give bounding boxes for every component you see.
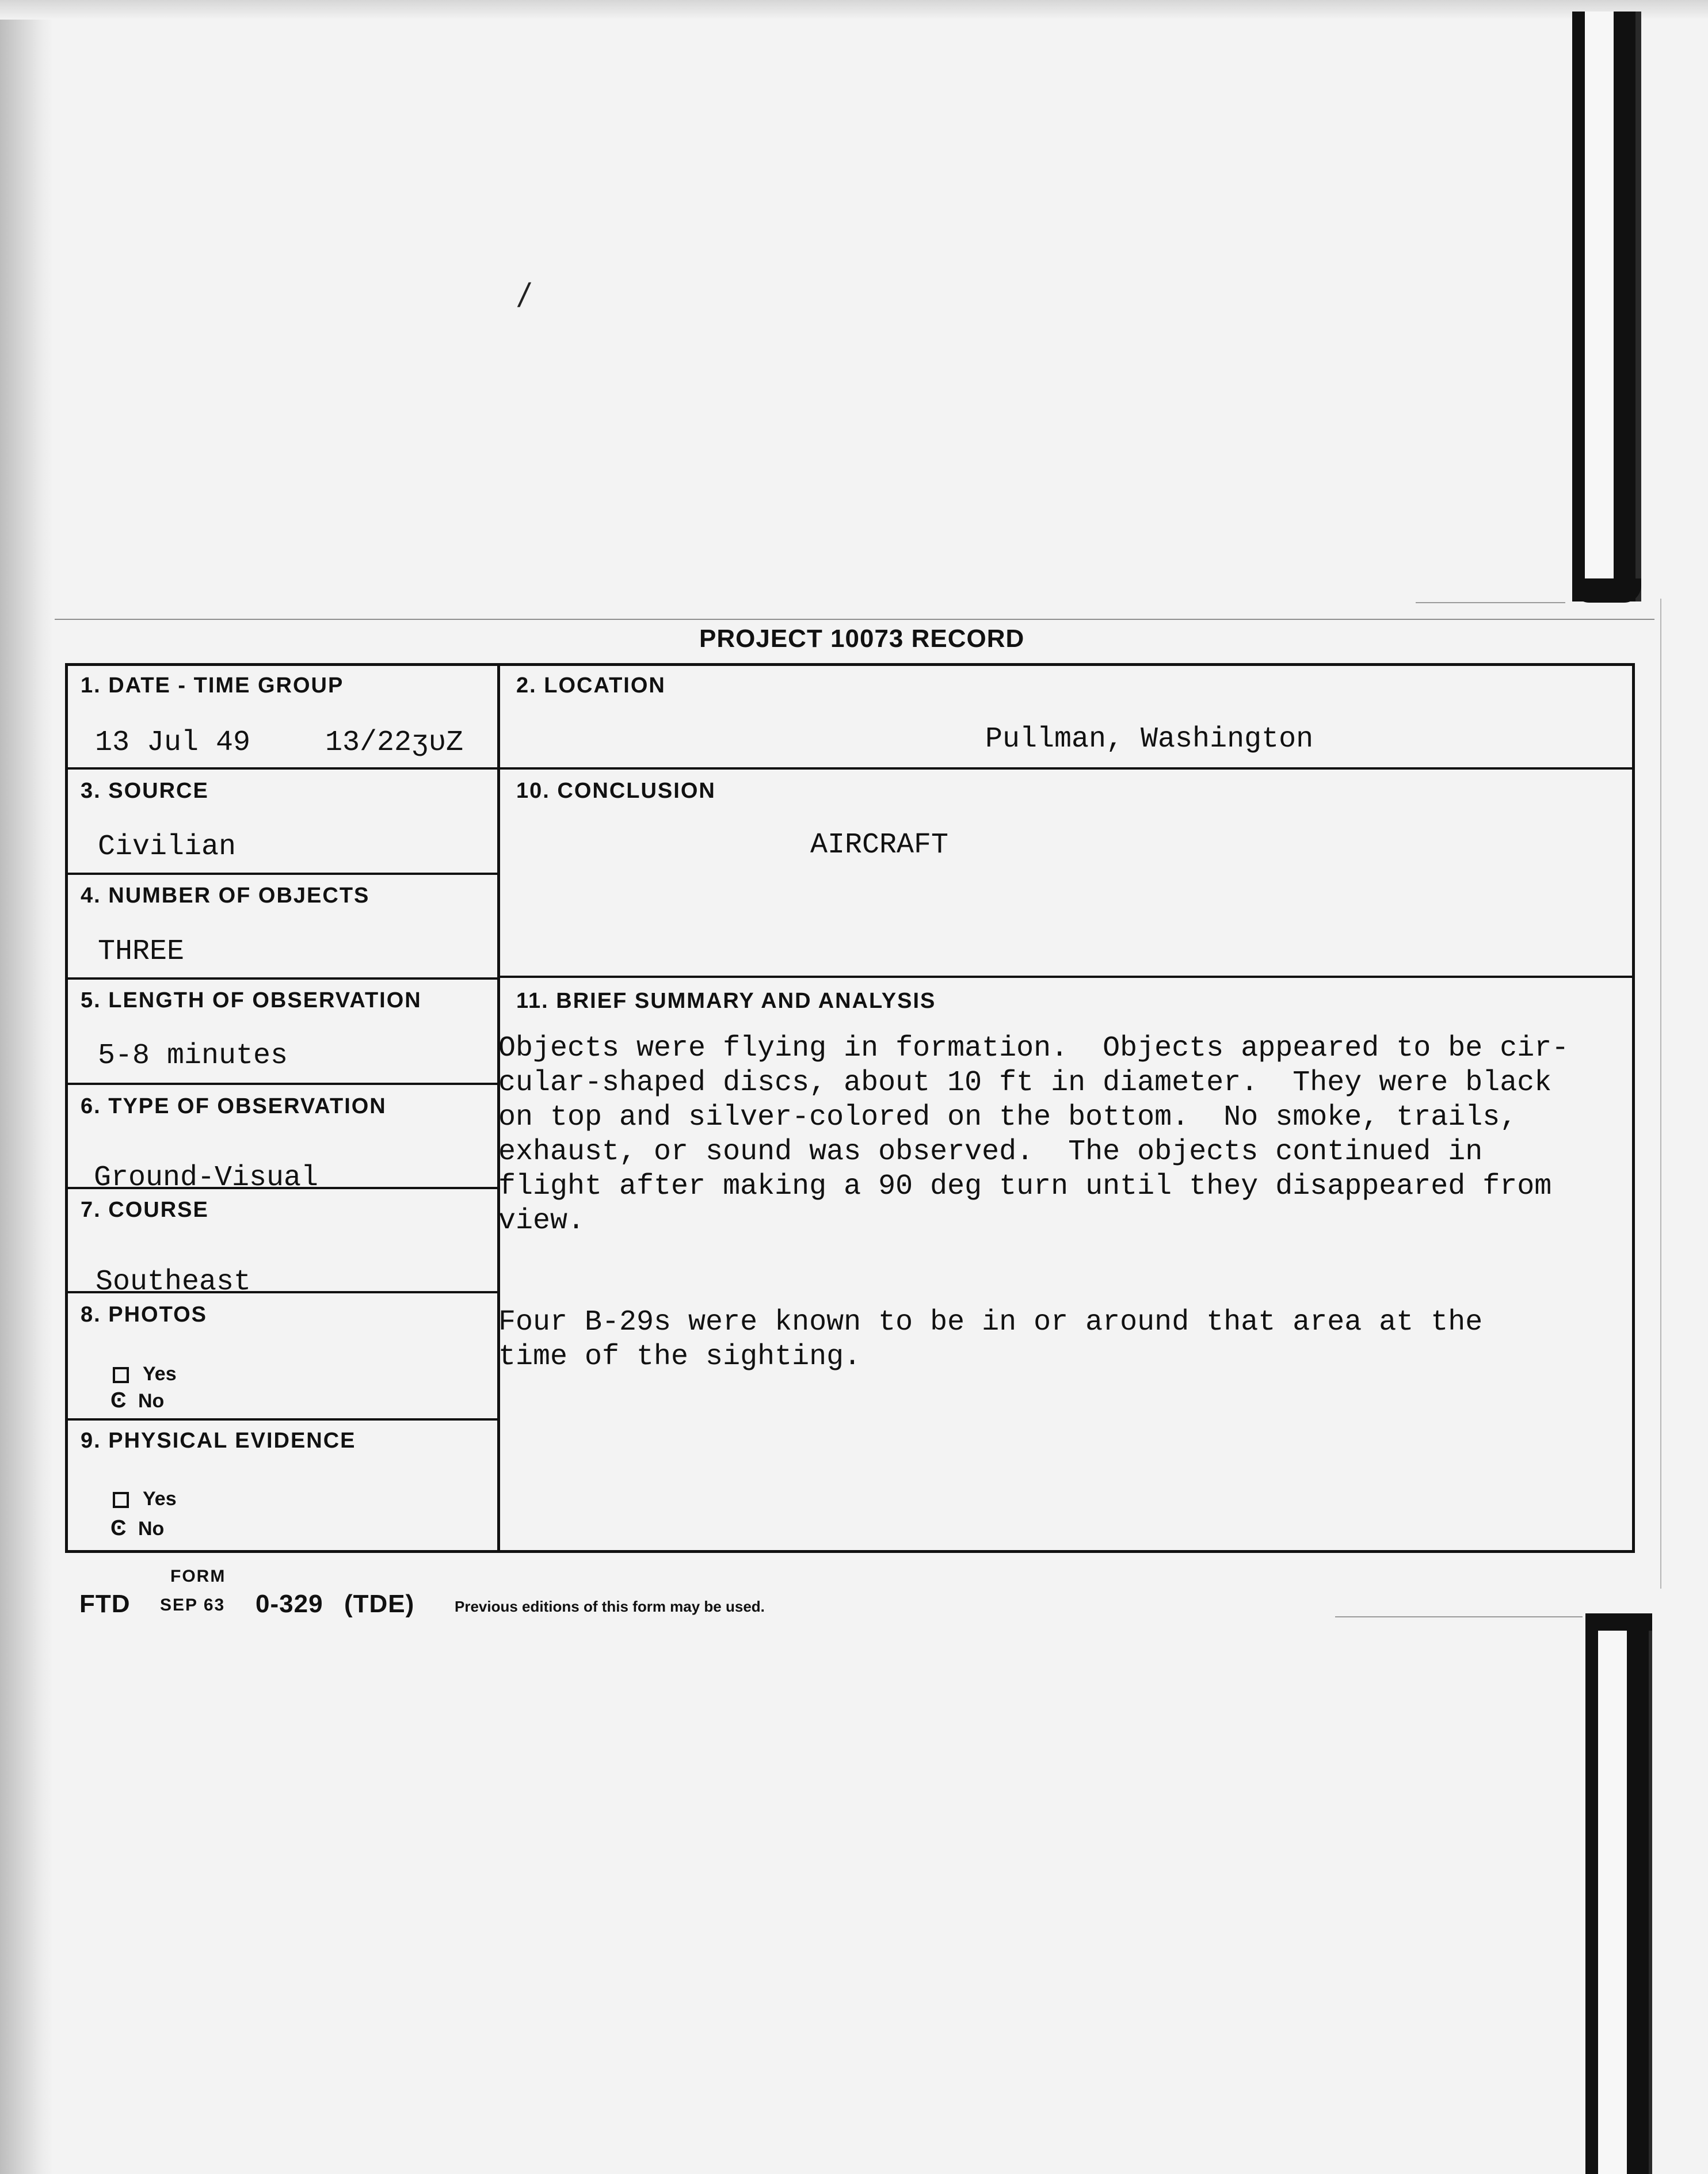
number-of-objects-value: THREE <box>98 935 185 968</box>
footer-note: Previous editions of this form may be used. <box>455 1598 765 1615</box>
divider <box>497 976 1632 978</box>
margin-mark: / <box>519 277 529 314</box>
checkbox-empty-icon <box>113 1492 129 1508</box>
checkbox-marked-icon: Ͼ <box>110 1388 127 1412</box>
source-label: 3. SOURCE <box>81 779 209 803</box>
film-strip-bottom <box>1585 1613 1652 2174</box>
divider <box>497 767 1632 770</box>
summary-paragraph-2: Four B-29s were known to be in or around that area at the time of the sighting. <box>498 1306 1483 1373</box>
length-of-observation-value: 5-8 minutes <box>98 1040 288 1072</box>
footer-form-label: FORM <box>170 1567 226 1586</box>
photos-label: 8. PHOTOS <box>81 1303 208 1327</box>
divider <box>65 767 500 770</box>
footer-date: SEP 63 <box>160 1596 226 1615</box>
conclusion-value: AIRCRAFT <box>810 829 949 862</box>
physical-evidence-yes-option: Yes <box>113 1488 177 1510</box>
number-of-objects-label: 4. NUMBER OF OBJECTS <box>81 884 370 908</box>
film-strip-top-end <box>1572 578 1641 603</box>
scan-left-edge-shadow <box>0 0 53 2174</box>
source-value: Civilian <box>98 831 237 863</box>
film-strip-top <box>1572 12 1641 601</box>
conclusion-label: 10. CONCLUSION <box>516 779 716 803</box>
divider <box>65 873 500 875</box>
footer-dept: (TDE) <box>344 1590 415 1618</box>
checkbox-marked-icon: Ͼ <box>110 1516 127 1540</box>
footer-number: 0-329 <box>256 1590 323 1618</box>
faint-scan-line <box>1335 1616 1583 1617</box>
divider <box>65 1083 500 1085</box>
faint-scan-line <box>1416 602 1565 603</box>
length-of-observation-label: 5. LENGTH OF OBSERVATION <box>81 988 422 1012</box>
date-value: 13 Jul 49 <box>95 726 251 759</box>
summary-paragraph-1: Objects were flying in formation. Objects appeared to be cir- cular-shaped discs, about 10 ft in diameter. They were black on top and silver-colored on the bottom. No smoke, trails, exhaust, or sound was observed. The objects continued in flight after making a 90 deg turn until they disappeared from view. <box>498 1032 1569 1238</box>
photos-yes-option: Yes <box>113 1363 177 1385</box>
location-value: Pullman, Washington <box>985 723 1314 756</box>
scan-edge-line <box>1660 599 1661 1589</box>
type-of-observation-value: Ground-Visual <box>94 1162 319 1194</box>
page-fold-line <box>55 619 1654 620</box>
type-of-observation-label: 6. TYPE OF OBSERVATION <box>81 1094 387 1118</box>
divider <box>65 1418 500 1421</box>
summary-label: 11. BRIEF SUMMARY AND ANALYSIS <box>516 989 936 1013</box>
location-label: 2. LOCATION <box>516 673 666 698</box>
physical-evidence-label: 9. PHYSICAL EVIDENCE <box>81 1429 356 1453</box>
form-title: PROJECT 10073 RECORD <box>699 625 1025 653</box>
film-strip-bottom-end <box>1585 1613 1652 1631</box>
scan-top-edge-shadow <box>0 0 1708 20</box>
footer-code: FTD <box>79 1590 131 1618</box>
photos-no-option: Ͼ No <box>110 1388 165 1412</box>
course-value: Southeast <box>96 1266 251 1299</box>
date-time-label: 1. DATE - TIME GROUP <box>81 673 344 698</box>
time-value: 13/22ʒᴜZ <box>325 726 464 759</box>
divider <box>65 977 500 980</box>
course-label: 7. COURSE <box>81 1198 209 1222</box>
physical-evidence-no-option: Ͼ No <box>110 1516 165 1540</box>
checkbox-empty-icon <box>113 1367 129 1383</box>
